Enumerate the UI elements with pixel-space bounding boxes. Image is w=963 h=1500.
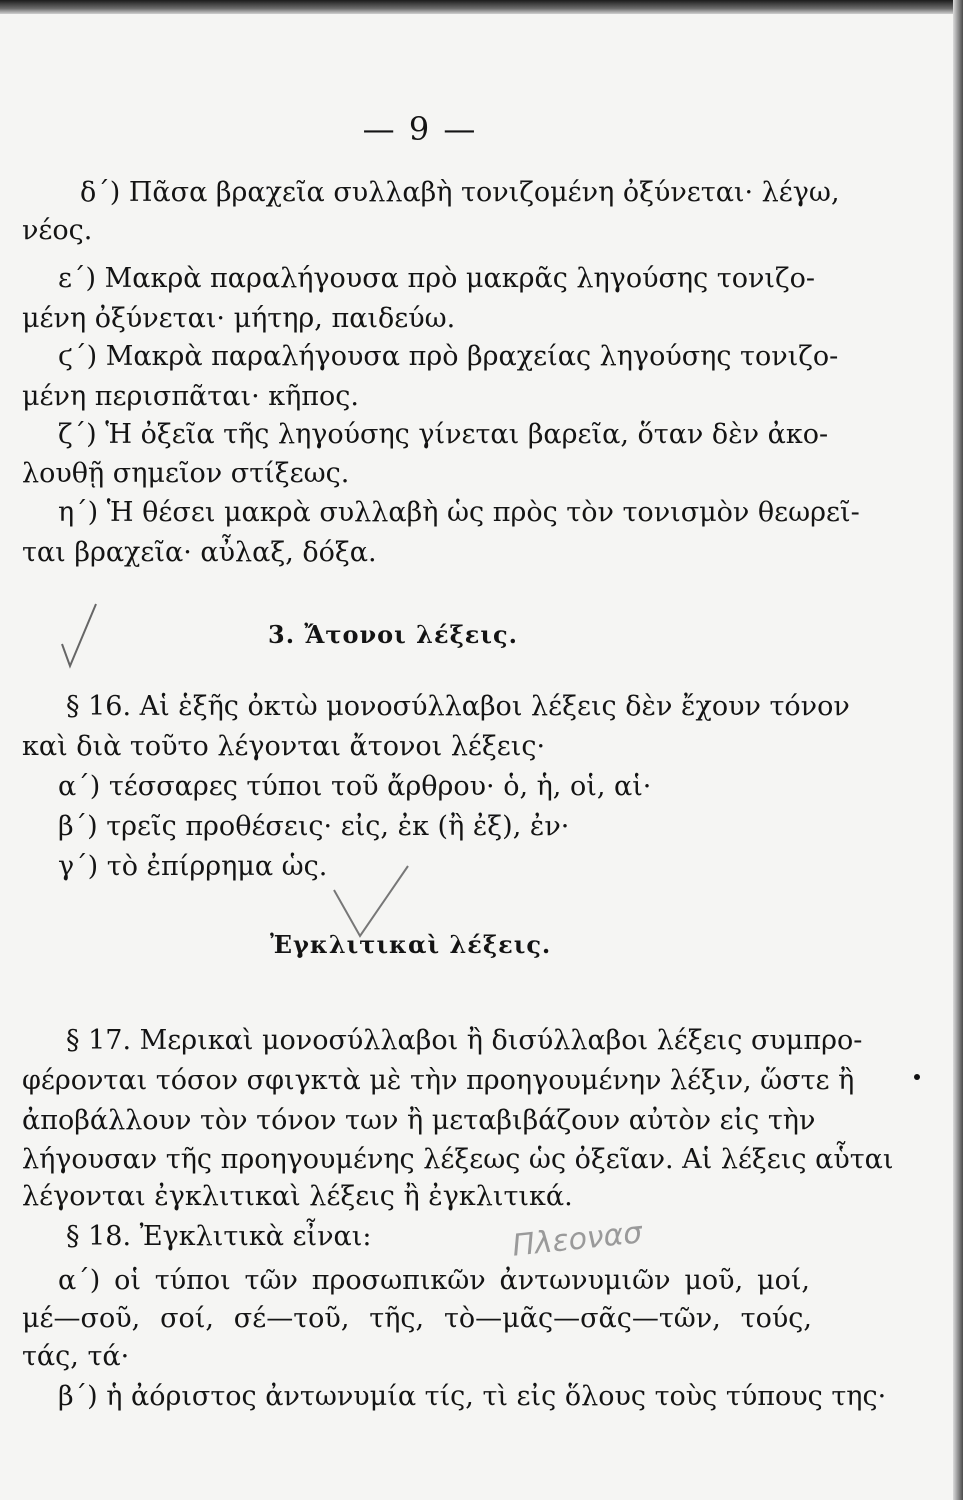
section-16-item-g: γ΄) τὸ ἐπίρρημα ὡς. [58, 851, 328, 882]
section-18-item-b: β΄) ἡ ἀόριστος ἀντωνυμία τίς, τὶ εἰς ὅλους τοὺς τύπους της· [58, 1381, 887, 1412]
rule-delta-line-2: νέος. [22, 215, 93, 246]
section-17-line-5: λέγονται ἐγκλιτικαὶ λέξεις ἢ ἐγκλιτικά. [22, 1181, 573, 1212]
section-18-item-a-line-1: α΄) οἱ τύποι τῶν προσωπικῶν ἀντωνυμιῶν μοῦ, μοί, [58, 1265, 810, 1296]
section-16-item-b: β΄) τρεῖς προθέσεις· εἰς, ἐκ (ἢ ἐξ), ἐν· [58, 811, 570, 842]
page-top-edge [0, 0, 963, 14]
rule-eta-line-1: η΄) Ἡ θέσει μακρὰ συλλαβὴ ὡς πρὸς τὸν τονισμὸν θεωρεῖ- [58, 497, 860, 528]
rule-stigma-line-2: μένη περισπᾶται· κῆπος. [22, 381, 359, 412]
page-right-edge [953, 0, 963, 1500]
rule-delta-line-1: δ΄) Πᾶσα βραχεῖα συλλαβὴ τονιζομένη ὀξύνεται· λέγω, [80, 177, 840, 208]
rule-zeta-line-2: λουθῇ σημεῖον στίξεως. [22, 458, 350, 489]
rule-epsilon-line-1: ε΄) Μακρὰ παραλήγουσα πρὸ μακρᾶς ληγούσης τονιζο- [58, 263, 816, 294]
ink-spot [914, 1074, 920, 1080]
section-17-line-4: λήγουσαν τῆς προηγουμένης λέξεως ὡς ὀξεῖαν. Αἱ λέξεις αὗται [22, 1144, 894, 1175]
check-mark-icon [60, 600, 100, 670]
section-16-line-2: καὶ διὰ τοῦτο λέγονται ἄτονοι λέξεις· [22, 731, 546, 762]
check-mark-2-icon [330, 860, 410, 940]
section-17-line-2: φέρονται τόσον σφιγκτὰ μὲ τὴν προηγουμένην λέξιν, ὥστε ἢ [22, 1065, 855, 1096]
rule-stigma-line-1: ϛ΄) Μακρὰ παραλήγουσα πρὸ βραχείας ληγούσης τονιζο- [58, 341, 839, 372]
rule-zeta-line-1: ζ΄) Ἡ ὀξεῖα τῆς ληγούσης γίνεται βαρεῖα, ὅταν δὲν ἀκο- [58, 419, 829, 450]
section-heading-atonic: 3. Ἄτονοι λέξεις. [268, 620, 518, 649]
handwritten-note: Πλεονασ [510, 1215, 644, 1264]
section-18-line-1: § 18. Ἐγκλιτικὰ εἶναι: [66, 1221, 372, 1252]
section-18-item-a-line-3: τάς, τά· [22, 1341, 130, 1372]
section-16-line-1: § 16. Αἱ ἑξῆς ὀκτὼ μονοσύλλαβοι λέξεις δὲν ἔχουν τόνον [66, 691, 850, 722]
section-heading-enclitic: Ἐγκλιτικαὶ λέξεις. [270, 930, 552, 959]
section-17-line-3: ἀποβάλλουν τὸν τόνον των ἢ μεταβιβάζουν αὐτὸν εἰς τὴν [22, 1105, 816, 1136]
section-18-item-a-line-2: μέ—σοῦ, σοί, σέ—τοῦ, τῆς, τὸ—μᾶς—σᾶς—τῶν, τούς, [22, 1303, 812, 1334]
section-17-line-1: § 17. Μερικαὶ μονοσύλλαβοι ἢ δισύλλαβοι λέξεις συμπρο- [66, 1025, 863, 1056]
section-16-item-a: α΄) τέσσαρες τύποι τοῦ ἄρθρου· ὁ, ἡ, οἱ, αἱ· [58, 771, 652, 802]
rule-epsilon-line-2: μένη ὀξύνεται· μήτηρ, παιδεύω. [22, 303, 456, 334]
page-number: — 9 — [362, 110, 478, 148]
rule-eta-line-2: ται βραχεῖα· αὖλαξ, δόξα. [22, 537, 377, 568]
